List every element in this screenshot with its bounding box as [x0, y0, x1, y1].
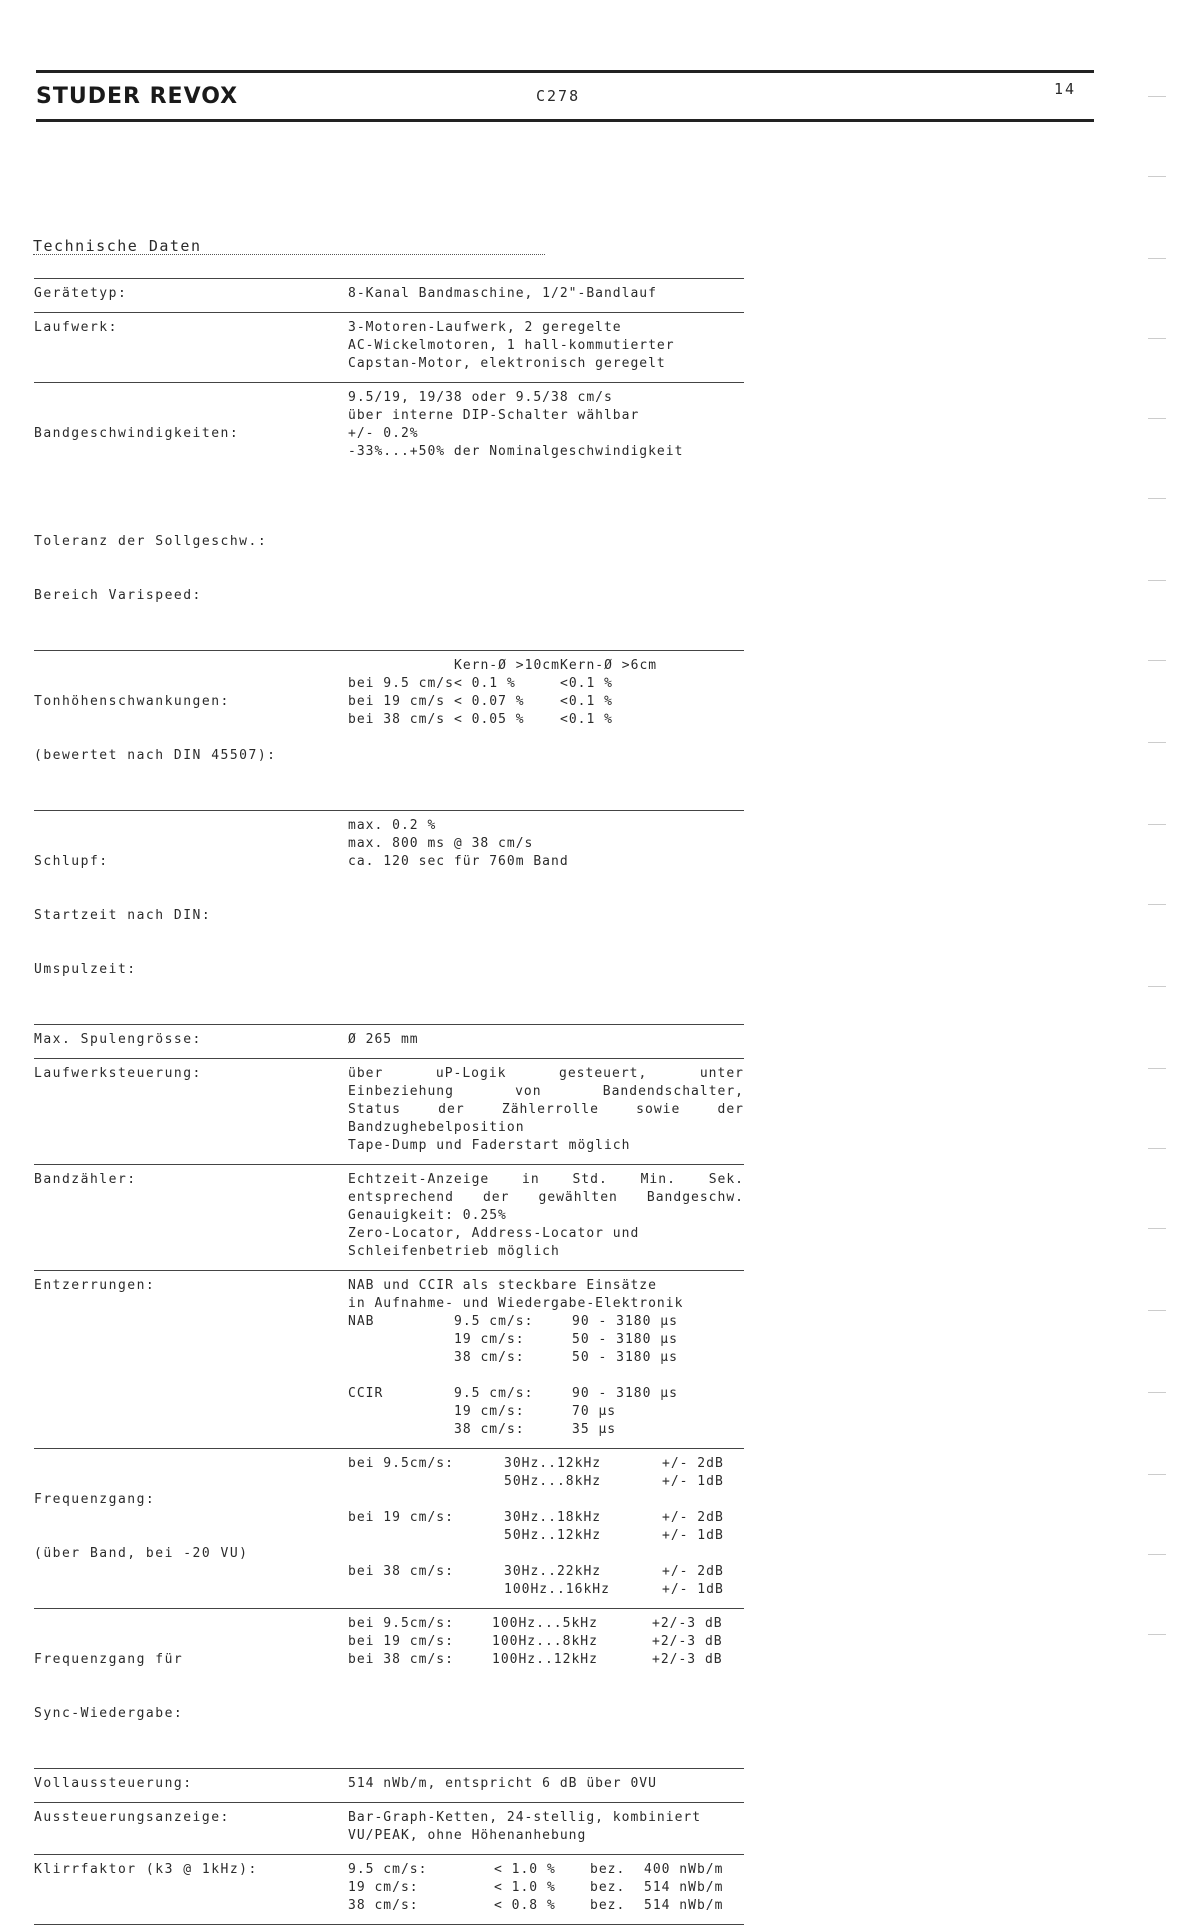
cell: 38 cm/s: — [348, 1898, 419, 1913]
cell — [348, 1349, 454, 1367]
column-headers — [348, 657, 744, 675]
value-line: Capstan-Motor, elektronisch geregelt — [348, 356, 666, 371]
value-line: VU/PEAK, ohne Höhenanhebung — [348, 1828, 587, 1843]
label-line: Schlupf: — [34, 854, 109, 869]
label-line: Bandgeschwindigkeiten: — [34, 426, 240, 441]
cell: +/- 2dB — [662, 1564, 724, 1579]
cell: <0.1 % — [560, 676, 613, 691]
column-header: Kern-Ø >6cm — [560, 658, 658, 673]
brand-logo: STUDER REVOX — [36, 84, 239, 109]
spec-value — [348, 389, 744, 641]
value-line: über interne DIP-Schalter wählbar — [348, 408, 640, 423]
table-row — [348, 1651, 744, 1669]
table-row — [348, 1385, 744, 1403]
table-row — [348, 1331, 744, 1349]
spec-row-laufwerksteuerung — [34, 1058, 744, 1164]
spec-value — [348, 817, 744, 1015]
cell: bei 9.5 cm/s — [348, 676, 454, 691]
cell: 90 - 3180 µs — [572, 1386, 678, 1401]
spec-label: Klirrfaktor (k3 @ 1kHz): — [34, 1862, 258, 1877]
cell: 50Hz...8kHz — [504, 1474, 602, 1489]
value-line: Einbeziehung von Bandendschalter, — [348, 1084, 744, 1099]
spec-label: Entzerrungen: — [34, 1278, 156, 1293]
cell: 90 - 3180 µs — [572, 1314, 678, 1329]
cell: +/- 1dB — [662, 1582, 724, 1597]
spec-row-tonhoehenschwankungen — [34, 650, 744, 810]
spec-row-frequenzgang — [34, 1448, 744, 1608]
value-line: +/- 0.2% — [348, 426, 419, 441]
value-line: max. 800 ms @ 38 cm/s — [348, 836, 534, 851]
column-header: Kern-Ø >10cm — [454, 658, 560, 673]
cell: bei 19 cm/s — [348, 694, 446, 709]
spec-label — [34, 657, 348, 801]
spec-value — [348, 1615, 744, 1759]
cell: 19 cm/s: — [454, 1332, 525, 1347]
cell: CCIR — [348, 1386, 384, 1401]
spec-row-vollaussteuerung — [34, 1768, 744, 1802]
cell: +2/-3 dB — [652, 1634, 723, 1649]
table-row — [348, 1615, 744, 1633]
cell: 70 µs — [572, 1404, 617, 1419]
spec-label: Aussteuerungsanzeige: — [34, 1810, 230, 1825]
table-row — [348, 1455, 744, 1473]
page-header — [36, 70, 1094, 122]
table-row — [348, 1879, 744, 1897]
cell: 38 cm/s: — [454, 1422, 525, 1437]
value-line: max. 0.2 % — [348, 818, 437, 833]
scan-margin-marks — [1148, 0, 1168, 1683]
value-line: entsprechend der gewählten Bandgeschw. — [348, 1190, 744, 1205]
cell: < 0.05 % — [454, 712, 525, 727]
cell: 50Hz..12kHz — [504, 1528, 602, 1543]
spec-table — [34, 278, 744, 1925]
cell: bei 9.5cm/s: — [348, 1616, 454, 1631]
cell: 400 nWb/m — [644, 1862, 724, 1877]
value-line: 9.5/19, 19/38 oder 9.5/38 cm/s — [348, 390, 613, 405]
section-title-underline — [33, 254, 545, 255]
label-line: Bereich Varispeed: — [34, 588, 202, 603]
spec-value — [348, 1065, 744, 1155]
cell — [348, 1403, 454, 1421]
spec-row-klirrfaktor — [34, 1854, 744, 1925]
cell: <0.1 % — [560, 694, 613, 709]
value-line: Ø 265 mm — [348, 1032, 419, 1047]
cell: 100Hz...8kHz — [492, 1634, 598, 1649]
spec-row-entzerrungen — [34, 1270, 744, 1448]
spec-value — [348, 285, 744, 303]
cell: 514 nWb/m — [644, 1898, 724, 1913]
cell: +2/-3 dB — [652, 1652, 723, 1667]
cell: < 1.0 % — [494, 1862, 556, 1877]
value-line: Schleifenbetrieb möglich — [348, 1244, 560, 1259]
label-line: Startzeit nach DIN: — [34, 908, 212, 923]
value-line: über uP-Logik gesteuert, unter — [348, 1066, 744, 1081]
spec-label — [34, 817, 348, 1015]
value-line: Bar-Graph-Ketten, 24-stellig, kombiniert — [348, 1810, 702, 1825]
label-line: Toleranz der Sollgeschw.: — [34, 534, 268, 549]
cell: 514 nWb/m — [644, 1880, 724, 1895]
cell: 19 cm/s: — [454, 1404, 525, 1419]
spec-label: Laufwerk: — [34, 320, 118, 335]
table-row — [348, 1581, 744, 1599]
table-row — [348, 1349, 744, 1367]
cell: bez. — [590, 1898, 626, 1913]
section-title: Technische Daten — [33, 237, 202, 255]
value-line: Tape-Dump und Faderstart möglich — [348, 1138, 631, 1153]
cell: <0.1 % — [560, 712, 613, 727]
spec-value — [348, 1171, 744, 1261]
value-line: AC-Wickelmotoren, 1 hall-kommutierter — [348, 338, 675, 353]
table-row — [348, 1527, 744, 1545]
page-number: 14 — [1053, 80, 1076, 98]
cell: < 0.1 % — [454, 676, 516, 691]
cell — [348, 1581, 504, 1599]
table-row — [348, 1563, 744, 1581]
table-row — [348, 711, 744, 729]
spec-value — [348, 657, 744, 801]
label-line: Sync-Wiedergabe: — [34, 1706, 184, 1721]
table-row — [348, 1403, 744, 1421]
spec-row-bandzaehler — [34, 1164, 744, 1270]
spec-label — [34, 389, 348, 641]
table-row — [348, 1861, 744, 1879]
spec-value — [348, 1277, 744, 1439]
cell: +/- 2dB — [662, 1510, 724, 1525]
spec-row-aussteuerungsanzeige — [34, 1802, 744, 1854]
cell: < 1.0 % — [494, 1880, 556, 1895]
spec-value — [348, 1031, 744, 1049]
cell: 100Hz..16kHz — [504, 1582, 610, 1597]
table-row — [348, 1313, 744, 1331]
value-line: Status der Zählerrolle sowie der — [348, 1102, 744, 1117]
spec-label: Laufwerksteuerung: — [34, 1066, 202, 1081]
cell: +2/-3 dB — [652, 1616, 723, 1631]
value-line: Zero-Locator, Address-Locator und — [348, 1226, 640, 1241]
spec-value — [348, 1809, 744, 1845]
table-row — [348, 1633, 744, 1651]
cell — [348, 1421, 454, 1439]
spec-label — [34, 1615, 348, 1759]
spec-value — [348, 1861, 744, 1915]
cell: +/- 1dB — [662, 1474, 724, 1489]
label-line: Umspulzeit: — [34, 962, 137, 977]
cell: 38 cm/s: — [454, 1350, 525, 1365]
cell: 30Hz..22kHz — [504, 1564, 602, 1579]
value-line: NAB und CCIR als steckbare Einsätze — [348, 1278, 657, 1293]
value-line: 8-Kanal Bandmaschine, 1/2"-Bandlauf — [348, 286, 657, 301]
spec-row-geraetetyp — [34, 278, 744, 312]
value-line: 3-Motoren-Laufwerk, 2 geregelte — [348, 320, 622, 335]
spec-value — [348, 1775, 744, 1793]
cell: 30Hz..12kHz — [504, 1456, 602, 1471]
table-row — [348, 1897, 744, 1915]
spec-value — [348, 319, 744, 373]
value-line: 514 nWb/m, entspricht 6 dB über 0VU — [348, 1776, 657, 1791]
label-line: (bewertet nach DIN 45507): — [34, 748, 277, 763]
value-line: -33%...+50% der Nominalgeschwindigkeit — [348, 444, 684, 459]
table-row — [348, 1473, 744, 1491]
cell: bez. — [590, 1862, 626, 1877]
value-line: ca. 120 sec für 760m Band — [348, 854, 569, 869]
cell — [348, 1527, 504, 1545]
cell: bei 38 cm/s: — [348, 1564, 454, 1579]
cell: NAB — [348, 1314, 375, 1329]
spec-label: Bandzähler: — [34, 1172, 137, 1187]
label-line: Tonhöhenschwankungen: — [34, 694, 230, 709]
cell: 100Hz..12kHz — [492, 1652, 598, 1667]
table-row — [348, 675, 744, 693]
cell: < 0.07 % — [454, 694, 525, 709]
cell: 100Hz...5kHz — [492, 1616, 598, 1631]
cell: bei 9.5cm/s: — [348, 1456, 454, 1471]
table-row — [348, 693, 744, 711]
cell: 9.5 cm/s: — [348, 1862, 428, 1877]
cell: 50 - 3180 µs — [572, 1332, 678, 1347]
value-line: Echtzeit-Anzeige in Std. Min. Sek. — [348, 1172, 744, 1187]
spec-label: Max. Spulengrösse: — [34, 1032, 202, 1047]
cell: bei 38 cm/s — [348, 712, 446, 727]
spec-row-frequenzgang-sync — [34, 1608, 744, 1768]
cell: 9.5 cm/s: — [454, 1386, 534, 1401]
model-number: C278 — [536, 87, 581, 105]
spec-label: Vollaussteuerung: — [34, 1776, 193, 1791]
value-line: Genauigkeit: 0.25% — [348, 1208, 507, 1223]
cell: 19 cm/s: — [348, 1880, 419, 1895]
spec-row-spulengroesse — [34, 1024, 744, 1058]
cell: < 0.8 % — [494, 1898, 556, 1913]
table-row — [348, 1509, 744, 1527]
value-line: in Aufnahme- und Wiedergabe-Elektronik — [348, 1296, 684, 1311]
cell: bei 19 cm/s: — [348, 1634, 454, 1649]
cell: bei 19 cm/s: — [348, 1510, 454, 1525]
spec-label: Gerätetyp: — [34, 286, 128, 301]
cell: bei 38 cm/s: — [348, 1652, 454, 1667]
cell — [348, 1473, 504, 1491]
cell: +/- 2dB — [662, 1456, 724, 1471]
cell: 35 µs — [572, 1422, 617, 1437]
value-line: Bandzughebelposition — [348, 1120, 525, 1135]
spec-value — [348, 1455, 744, 1599]
label-line: Frequenzgang für — [34, 1652, 184, 1667]
label-line: (über Band, bei -20 VU) — [34, 1546, 249, 1561]
label-line: Frequenzgang: — [34, 1492, 156, 1507]
table-row — [348, 1421, 744, 1439]
spec-label — [34, 1455, 348, 1599]
cell: 30Hz..18kHz — [504, 1510, 602, 1525]
spec-row-bandgeschwindigkeiten — [34, 382, 744, 650]
cell — [348, 1331, 454, 1349]
cell: +/- 1dB — [662, 1528, 724, 1543]
spec-row-schlupf — [34, 810, 744, 1024]
spec-row-laufwerk — [34, 312, 744, 382]
cell: bez. — [590, 1880, 626, 1895]
cell: 50 - 3180 µs — [572, 1350, 678, 1365]
cell: 9.5 cm/s: — [454, 1314, 534, 1329]
